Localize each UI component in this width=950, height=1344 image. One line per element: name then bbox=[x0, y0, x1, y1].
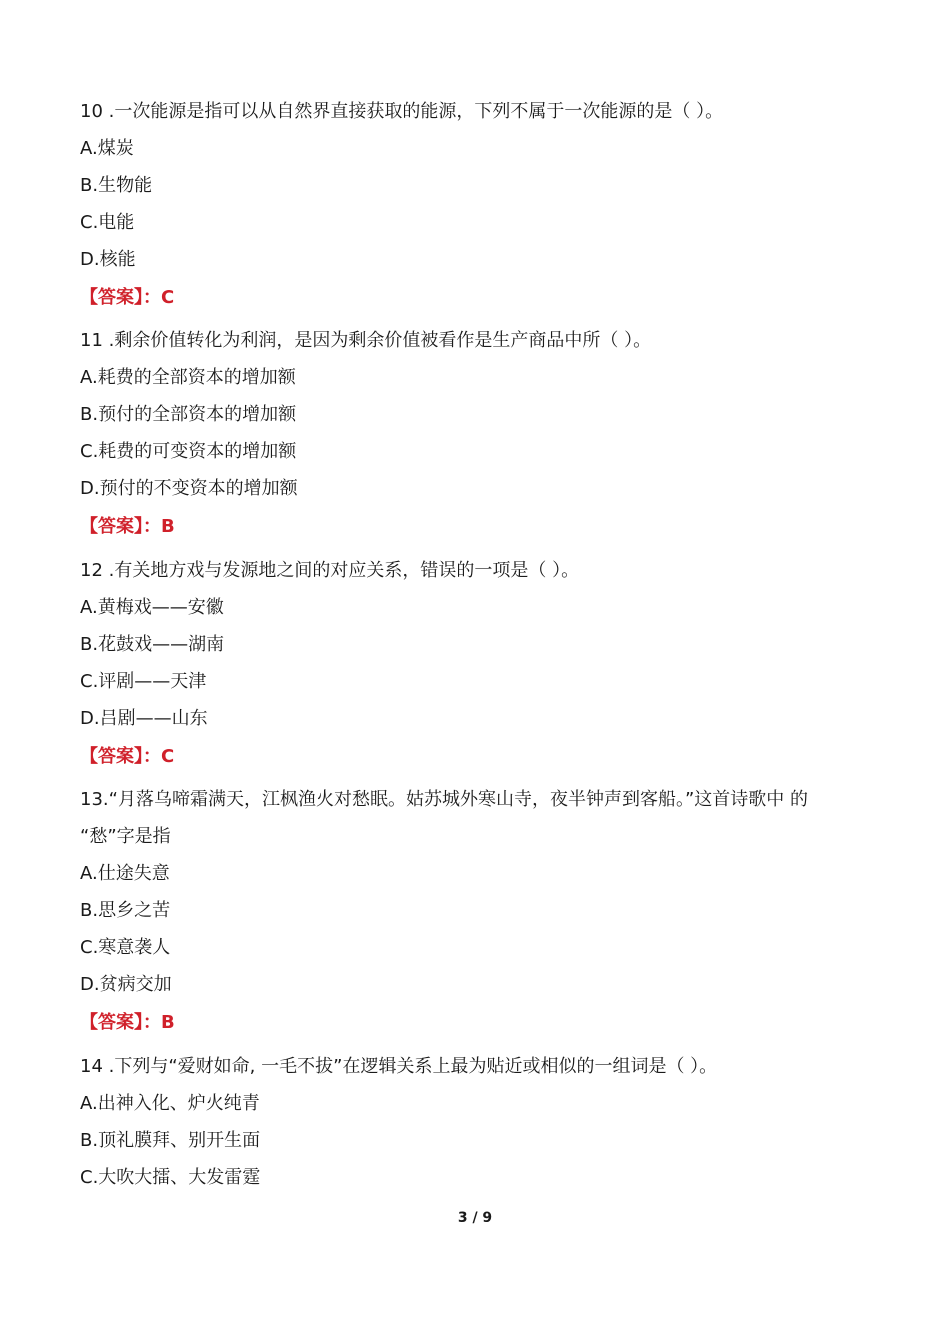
question-12-option-b: B.花鼓戏——湖南 bbox=[80, 634, 225, 655]
question-10-option-a: A.煤炭 bbox=[80, 138, 134, 159]
question-13-stem-continued: “愁”字是指 bbox=[80, 826, 171, 847]
question-10-answer: 【答案】：C bbox=[80, 287, 175, 308]
question-11-option-b: B.预付的全部资本的增加额 bbox=[80, 404, 297, 425]
question-12-stem: 12 .有关地方戏与发源地之间的对应关系，错误的一项是（ ）。 bbox=[80, 560, 580, 581]
question-11-stem: 11 .剩余价值转化为利润，是因为剩余价值被看作是生产商品中所（ ）。 bbox=[80, 330, 652, 351]
question-10-option-b: B.生物能 bbox=[80, 175, 153, 196]
question-14-stem: 14 .下列与“爱财如命, 一毛不拔”在逻辑关系上最为贴近或相似的一组词是（ ）。 bbox=[80, 1056, 718, 1077]
question-10-stem: 10 .一次能源是指可以从自然界直接获取的能源，下列不属于一次能源的是（ ）。 bbox=[80, 101, 724, 122]
question-13-option-b: B.思乡之苦 bbox=[80, 900, 171, 921]
question-11-option-c: C.耗费的可变资本的增加额 bbox=[80, 441, 297, 462]
question-13-answer: 【答案】：B bbox=[80, 1012, 175, 1033]
question-11-option-a: A.耗费的全部资本的增加额 bbox=[80, 367, 296, 388]
question-12-option-d: D.吕剧——山东 bbox=[80, 708, 208, 729]
question-13-option-c: C.寒意袭人 bbox=[80, 937, 171, 958]
question-10-option-c: C.电能 bbox=[80, 212, 135, 233]
question-14-option-a: A.出神入化、炉火纯青 bbox=[80, 1093, 260, 1114]
question-13-option-a: A.仕途失意 bbox=[80, 863, 170, 884]
question-13-option-d: D.贫病交加 bbox=[80, 974, 172, 995]
question-12-answer: 【答案】：C bbox=[80, 746, 175, 767]
question-12-option-a: A.黄梅戏——安徽 bbox=[80, 597, 224, 618]
question-14-option-c: C.大吹大擂、大发雷霆 bbox=[80, 1167, 261, 1188]
question-12-option-c: C.评剧——天津 bbox=[80, 671, 207, 692]
question-11-option-d: D.预付的不变资本的增加额 bbox=[80, 478, 298, 499]
question-11-answer: 【答案】：B bbox=[80, 516, 175, 537]
question-10-option-d: D.核能 bbox=[80, 249, 136, 270]
page-number: 3 / 9 bbox=[457, 1210, 493, 1226]
question-13-stem: 13.“月落乌啼霜满天，江枫渔火对愁眠。姑苏城外寒山寺，夜半钟声到客船。”这首诗歌中 的 bbox=[80, 789, 808, 810]
question-14-option-b: B.顶礼膜拜、别开生面 bbox=[80, 1130, 261, 1151]
